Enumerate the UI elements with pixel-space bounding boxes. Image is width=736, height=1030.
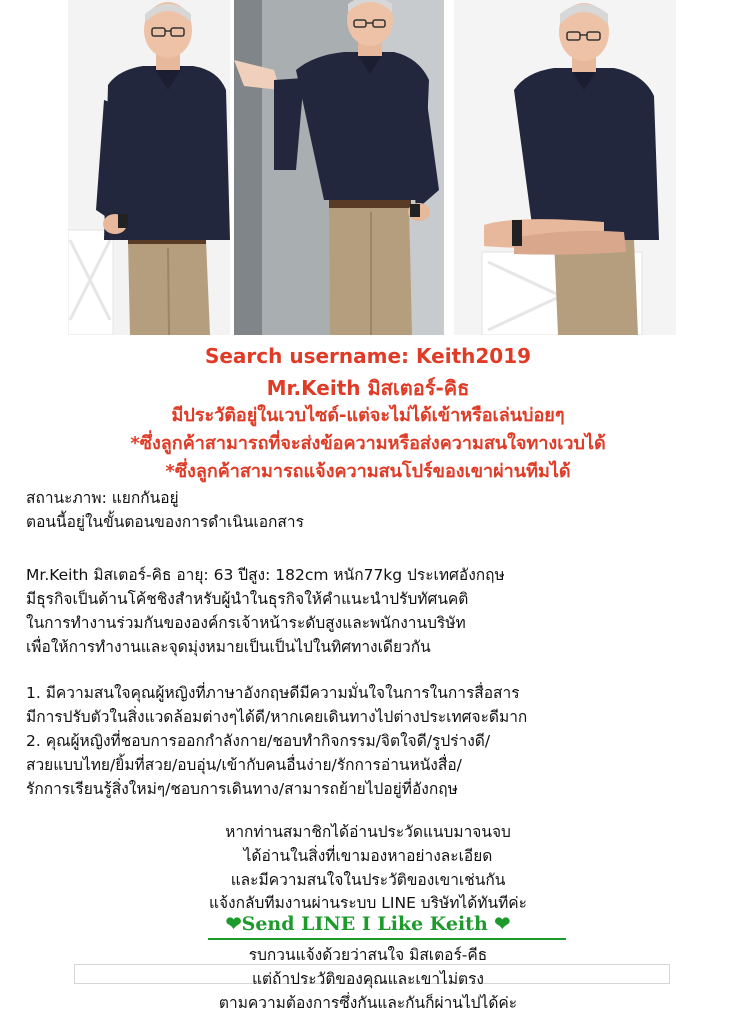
photo-man-arms-crossed: [454, 0, 676, 335]
requirement-2-cont: สวยแบบไทย/ยิ้มที่สวย/อบอุ่น/เข้ากับคนอื่นง่าย/รักการอ่านหนังสื่อ/: [26, 756, 462, 774]
document-status-line: ตอนนี้อยู่ในขั้นตอนของการดำเนินเอกสาร: [26, 513, 304, 531]
profile-business-2: ในการทำงานร่วมกันขององค์กรเจ้าหน้าระดับสูงและพนักงานบริษัท: [26, 614, 466, 632]
profile-business-3: เพื่อให้การทำงานและจุดมุ่งหมายเป็นเป็นไปในทิศทางเดียวกัน: [26, 638, 431, 656]
heart-icon: ❤: [225, 913, 242, 935]
footer-line-3: ตามความต้องการซึ่งกันและกันก็ผ่านไปได้ค่ะ: [218, 994, 518, 1012]
photo-strip: [68, 0, 676, 335]
contact-note-2: *ซึ่งลูกค้าสามารถแจ้งความสนโปร์ของเขาผ่านทีมได้: [165, 461, 571, 482]
footer-line-1: รบกวนแจ้งด้วยว่าสนใจ มิสเตอร์-คีธ: [248, 946, 488, 964]
photo-man-standing: [68, 0, 230, 335]
closing-line-3: และมีความสนใจในประวัติของเขาเช่นกัน: [230, 871, 506, 889]
photo-man-leaning: [234, 0, 444, 335]
link-underline: [208, 938, 566, 940]
requirement-1-cont: มีการปรับตัวในสิ่งแวดล้อมต่างๆได้ดี/หากเคยเดินทางไปต่างประเทศจะดีมาก: [26, 708, 528, 726]
profile-details: Mr.Keith มิสเตอร์-คิธ อายุ: 63 ปีสูง: 182cm หนัก77kg ประเทศอังกฤษ: [26, 566, 505, 584]
heart-icon: ❤: [494, 913, 511, 935]
closing-line-4: แจ้งกลับทีมงานผ่านระบบ LINE บริษัทได้ทันทีค่ะ: [208, 894, 527, 912]
website-notice: มีประวัติอยู่ในเวบไซด์-แต่จะไม่ได้เข้าหรือเล่นบ่อยๆ: [171, 405, 565, 426]
requirement-2-cont-2: รักการเรียนรู้สิ่งใหม่ๆ/ชอบการเดินทาง/สามารถย้ายไปอยู่ที่อังกฤษ: [26, 780, 458, 798]
requirement-1: 1. มีความสนใจคุณผู้หญิงที่ภาษาอังกฤษดีมีความมั่นใจในการในการสื่อสาร: [26, 684, 520, 702]
contact-note-1: *ซึ่งลูกค้าสามารถที่จะส่งข้อความหรือส่งความสนใจทางเวบได้: [130, 433, 606, 454]
profile-business: มีธุรกิจเป็นด้านโค้ชชิงสำหรับผู้นำในธุรกิจให้คำแนะนำปรับทัศนคติ: [26, 590, 469, 608]
profile-name-heading: Mr.Keith มิสเตอร์-คิธ: [266, 376, 470, 400]
search-username-heading: Search username: Keith2019: [204, 344, 532, 368]
closing-line-2: ได้อ่านในสิ่งที่เขามองหาอย่างละเอียด: [243, 847, 493, 865]
requirement-2: 2. คุณผู้หญิงที่ชอบการออกกำลังกาย/ชอบทำกิจกรรม/จิตใจดี/รูปร่างดี/: [26, 732, 491, 750]
send-line-label: Send LINE I Like Keith: [241, 913, 488, 935]
status-line: สถานะภาพ: แยกกันอยู่: [26, 489, 179, 507]
closing-line-1: หากท่านสมาชิกได้อ่านประวัดแนบมาจนจบ: [225, 823, 511, 841]
footer-line-2: แต่ถ้าประวัติของคุณและเขาไม่ตรง: [251, 970, 484, 988]
send-line-link[interactable]: [0, 913, 736, 935]
